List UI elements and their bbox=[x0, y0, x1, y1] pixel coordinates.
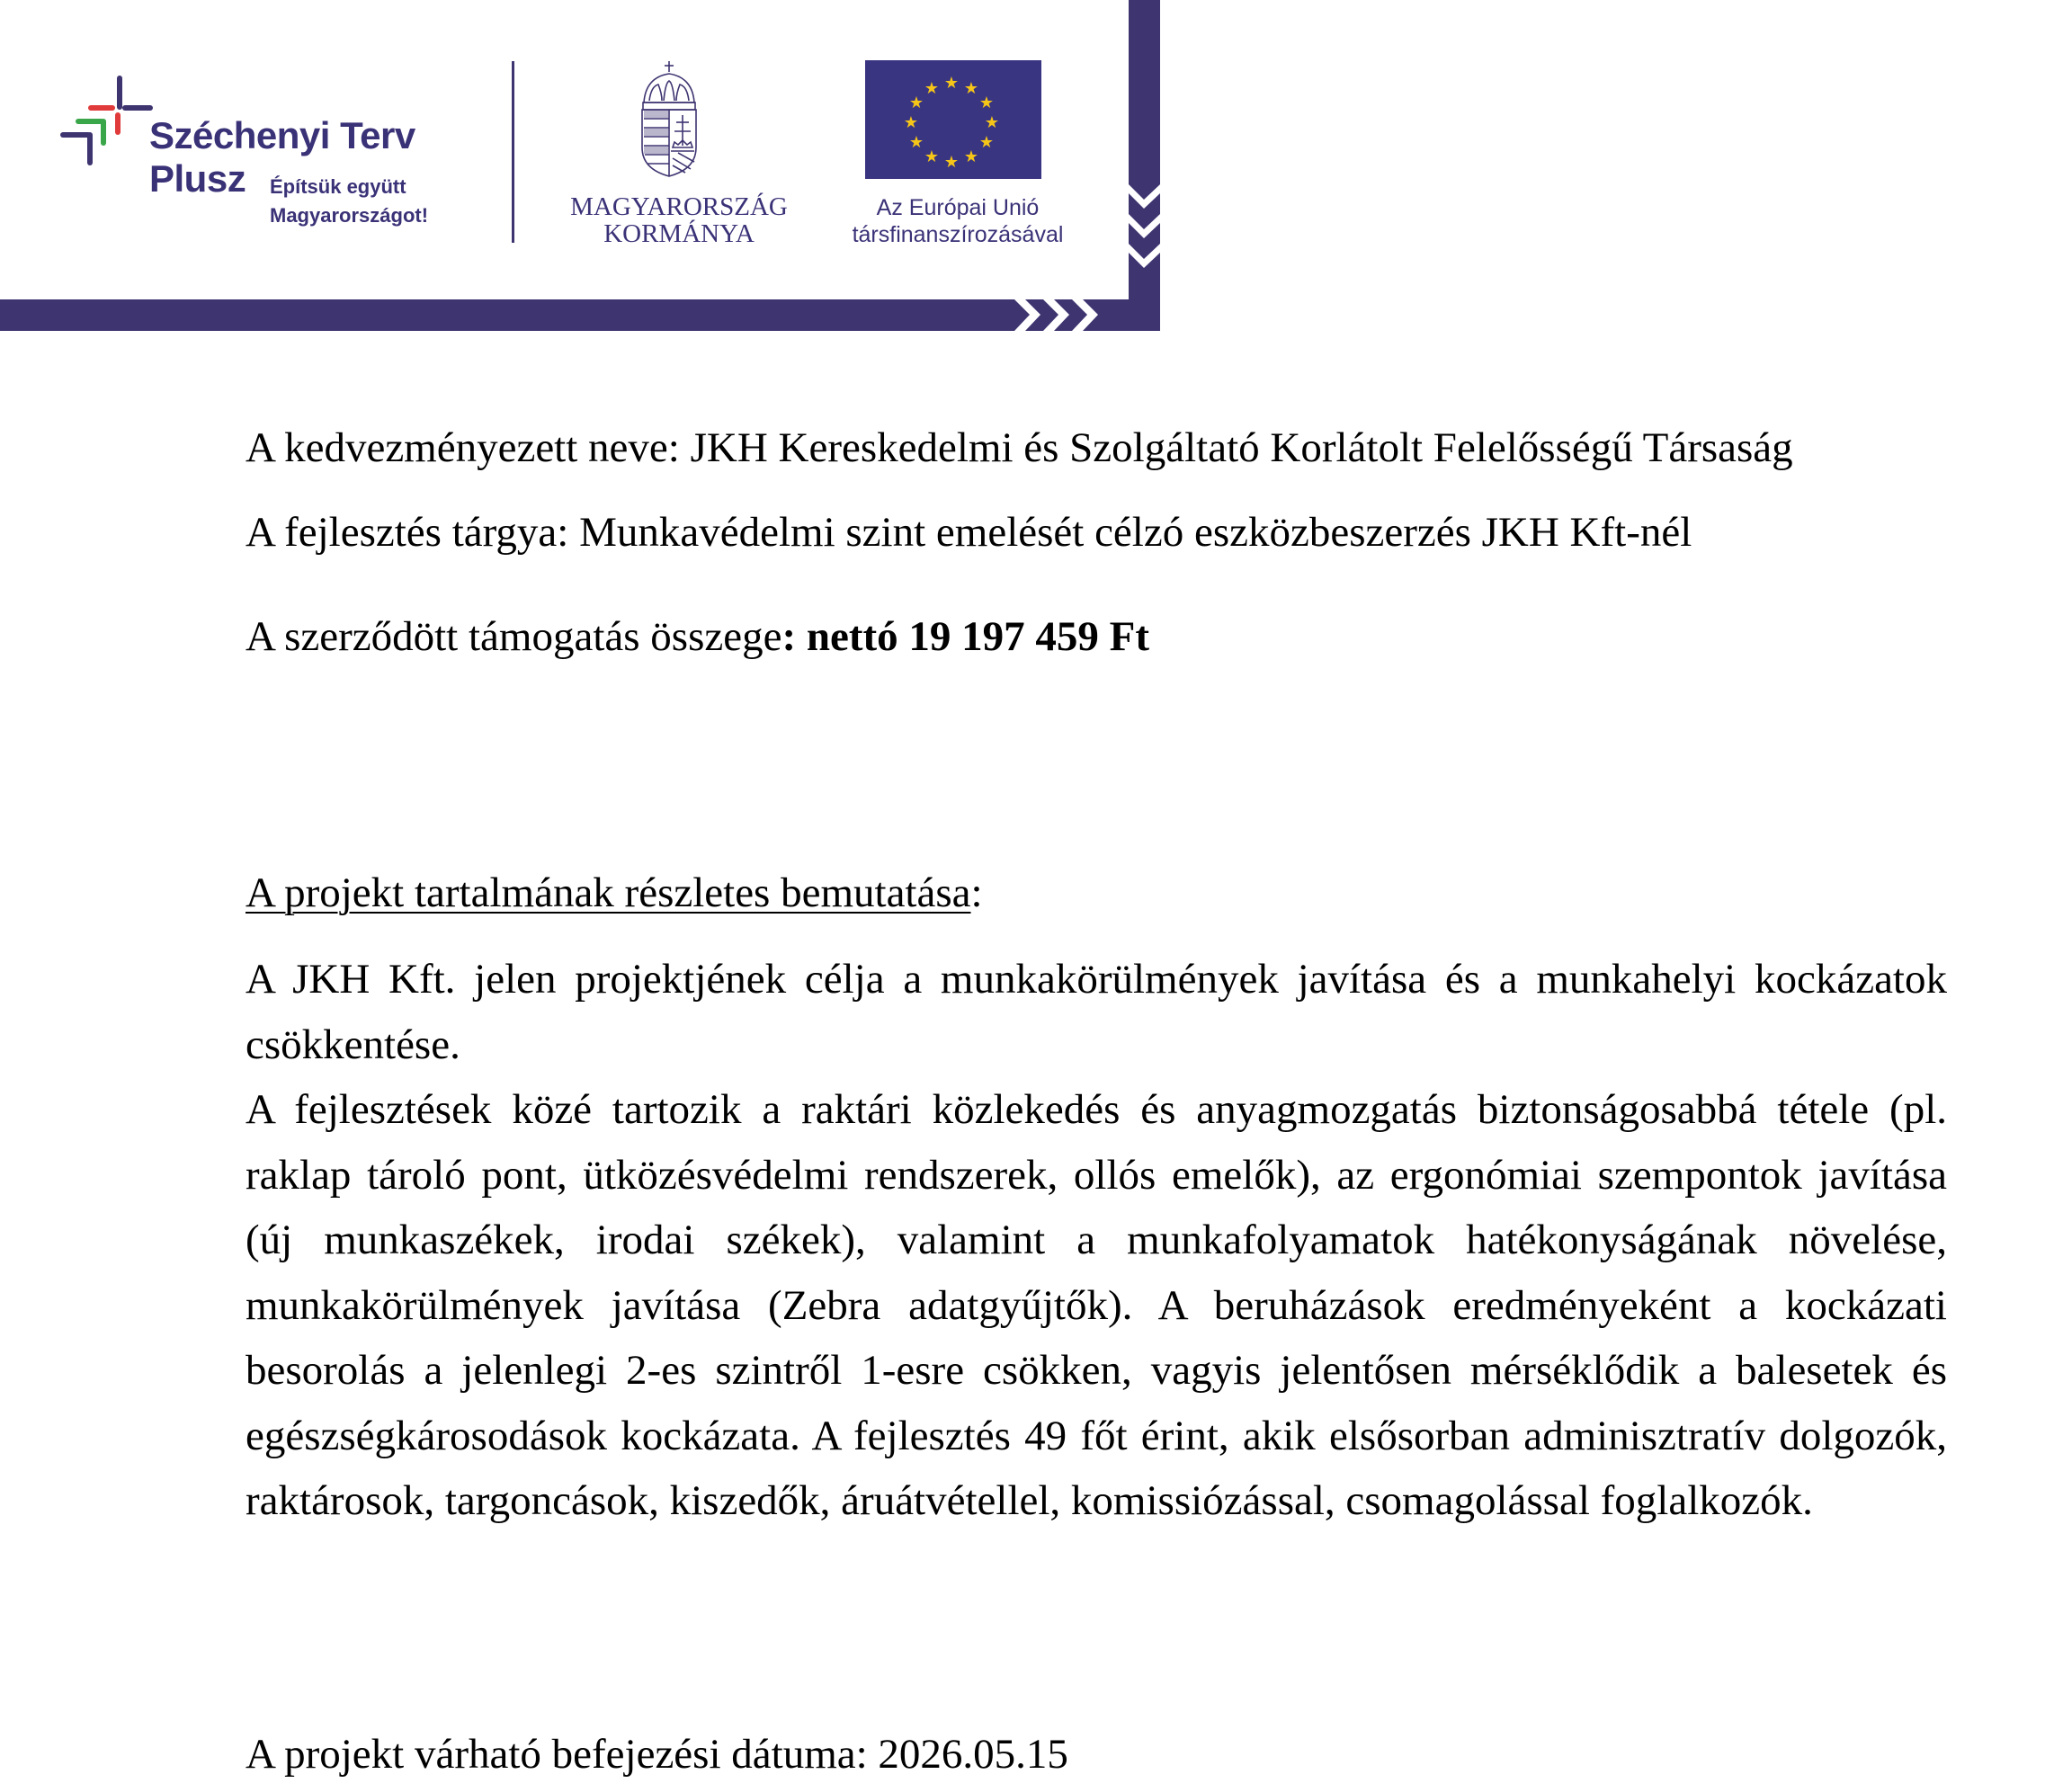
eu-cofinancing-line1: Az Európai Unió bbox=[876, 195, 1040, 220]
grant-amount-line bbox=[246, 604, 1149, 670]
grant-amount: : nettó 19 197 459 Ft bbox=[781, 613, 1150, 660]
subject-value: Munkavédelmi szint emelését célzó eszközbeszerzés JKH Kft-nél bbox=[579, 509, 1692, 556]
hungarian-coat-of-arms-icon bbox=[637, 58, 701, 180]
completion-date: 2026.05.15 bbox=[878, 1731, 1068, 1778]
svg-text:★: ★ bbox=[908, 94, 924, 112]
details-body bbox=[246, 947, 1947, 1534]
details-paragraph: A fejlesztések közé tartozik a raktári közlekedés és anyagmozgatás biztonságosabbá tétele (pl. raklap tároló pont, ütközésvédelmi rendszerek, ollós emelők), az ergonómiai szempontok javítása (új munkaszékek, irodai székek), valamint a munkafolyamatok hatékonyságának növelése, munkakörülmények javítása (Zebra adatgyűjtők). A beruházások eredményeként a kockázati besorolás a jelenlegi 2-es szintről 1-esre csökken, vagyis jelentősen mérséklődik a balesetek és egészségkárosodások kockázata. A fejlesztés 49 főt érint, akik elsősorban adminisztratív dolgozók, raktárosok, targoncások, kiszedők, áruátvétellel, komissiózással, csomagolással foglalkozók. bbox=[246, 1086, 1947, 1524]
header-banner bbox=[0, 0, 1169, 334]
completion-date-line bbox=[246, 1722, 1068, 1788]
svg-text:★: ★ bbox=[943, 153, 960, 172]
subject-line bbox=[246, 500, 1692, 566]
svg-text:★: ★ bbox=[924, 79, 940, 98]
government-name-line1: MAGYARORSZÁG bbox=[570, 192, 788, 221]
eu-flag-icon bbox=[865, 60, 1041, 179]
svg-text:★: ★ bbox=[963, 79, 979, 98]
szechenyi-title: Széchenyi Terv bbox=[149, 114, 415, 156]
svg-text:★: ★ bbox=[924, 147, 940, 166]
beneficiary-label: A kedvezményezett neve: bbox=[246, 424, 691, 471]
details-heading bbox=[246, 860, 983, 926]
details-heading-colon: : bbox=[970, 869, 983, 916]
grant-label: A szerződött támogatás összege bbox=[246, 613, 782, 660]
svg-text:★: ★ bbox=[903, 113, 919, 132]
szechenyi-tagline-1: Építsük együtt bbox=[270, 175, 406, 198]
svg-text:★: ★ bbox=[984, 113, 1000, 132]
beneficiary-value: JKH Kereskedelmi és Szolgáltató Korlátolt Felelősségű Társaság bbox=[690, 424, 1793, 471]
completion-label: A projekt várható befejezési dátuma: bbox=[246, 1731, 879, 1778]
details-heading-text: A projekt tartalmának részletes bemutatása bbox=[246, 869, 971, 916]
subject-label: A fejlesztés tárgya: bbox=[246, 509, 580, 556]
svg-text:★: ★ bbox=[978, 94, 995, 112]
beneficiary-line bbox=[246, 415, 1793, 481]
svg-text:★: ★ bbox=[943, 74, 960, 93]
eu-cofinancing-line2: társfinanszírozásával bbox=[852, 222, 1064, 247]
svg-text:★: ★ bbox=[978, 133, 995, 152]
szechenyi-cross-logo-icon bbox=[58, 72, 156, 171]
svg-text:★: ★ bbox=[963, 147, 979, 166]
details-paragraph: A JKH Kft. jelen projektjének célja a munkakörülmények javítása és a munkahelyi kockázatok csökkentése. bbox=[246, 956, 1947, 1068]
svg-text:★: ★ bbox=[908, 133, 924, 152]
szechenyi-tagline-2: Magyarországot! bbox=[270, 204, 429, 227]
logo-divider bbox=[512, 61, 514, 243]
government-name-line2: KORMÁNYA bbox=[603, 219, 755, 248]
szechenyi-plusz: Plusz bbox=[149, 157, 246, 200]
